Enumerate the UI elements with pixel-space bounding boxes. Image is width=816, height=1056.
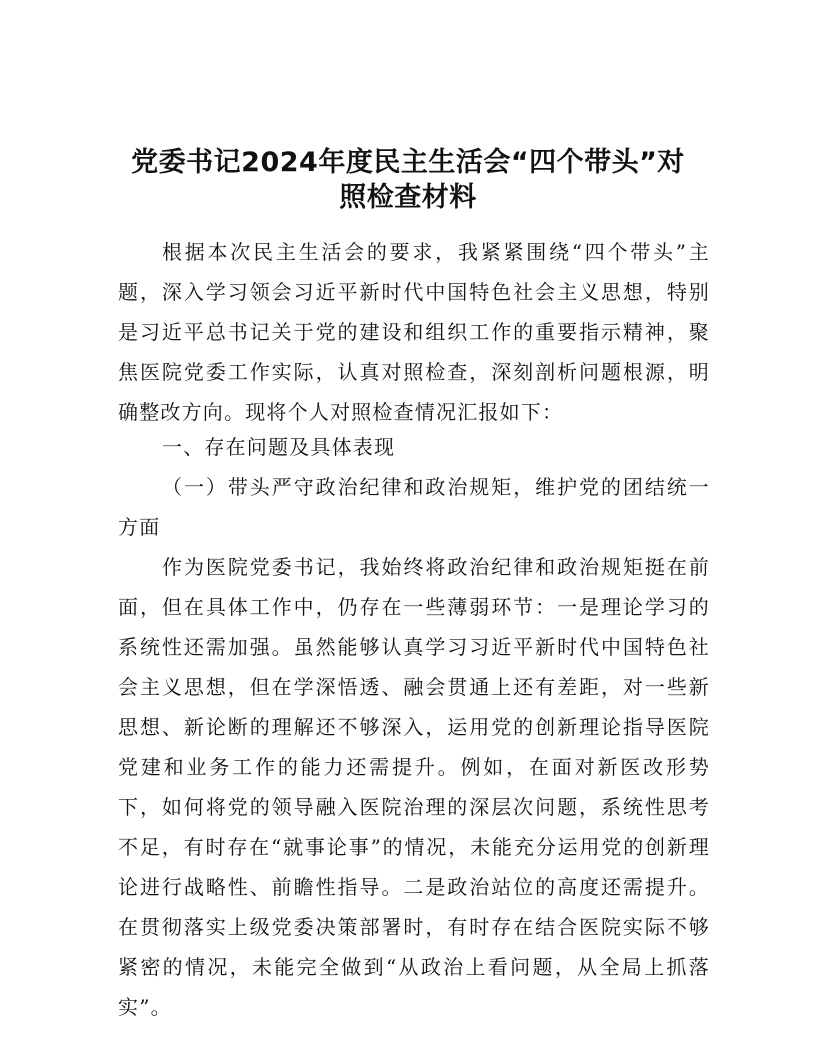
body-paragraph: 作为医院党委书记，我始终将政治纪律和政治规矩挺在前面，但在具体工作中，仍存在一些薄弱环节：一是理论学习的系统性还需加强。虽然能够认真学习习近平新时代中国特色社会主义思想，但在学深悟透、融会贯通上还有差距，对一些新思想、新论断的理解还不够深入，运用党的创新理论指导医院党建和业务工作的能力还需提升。例如，在面对新医改形势下，如何将党的领导融入医院治理的深层次问题，系统性思考不足，有时存在“就事论事”的情况，未能充分运用党的创新理论进行战略性、前瞻性指导。二是政治站位的高度还需提升。在贯彻落实上级党委决策部署时，有时存在结合医院实际不够紧密的情况，未能完全做到“从政治上看问题，从全局上抓落实”。 — [118, 555, 710, 1019]
title-line-2: 照检查材料 — [339, 182, 477, 213]
section-heading: 一、存在问题及具体表现 — [162, 435, 396, 459]
document-title — [100, 145, 716, 215]
intro-paragraph: 根据本次民主生活会的要求，我紧紧围绕“四个带头”主题，深入学习领会习近平新时代中国特色社会主义思想，特别是习近平总书记关于党的建设和组织工作的重要指示精神，聚焦医院党委工作实际，认真对照检查，深刻剖析问题根源，明确整改方向。现将个人对照检查情况汇报如下： — [118, 240, 710, 424]
title-line-1: 党委书记2024年度民主生活会“四个带头”对 — [131, 147, 685, 178]
subsection-heading: （一）带头严守政治纪律和政治规矩，维护党的团结统一方面 — [118, 475, 710, 539]
